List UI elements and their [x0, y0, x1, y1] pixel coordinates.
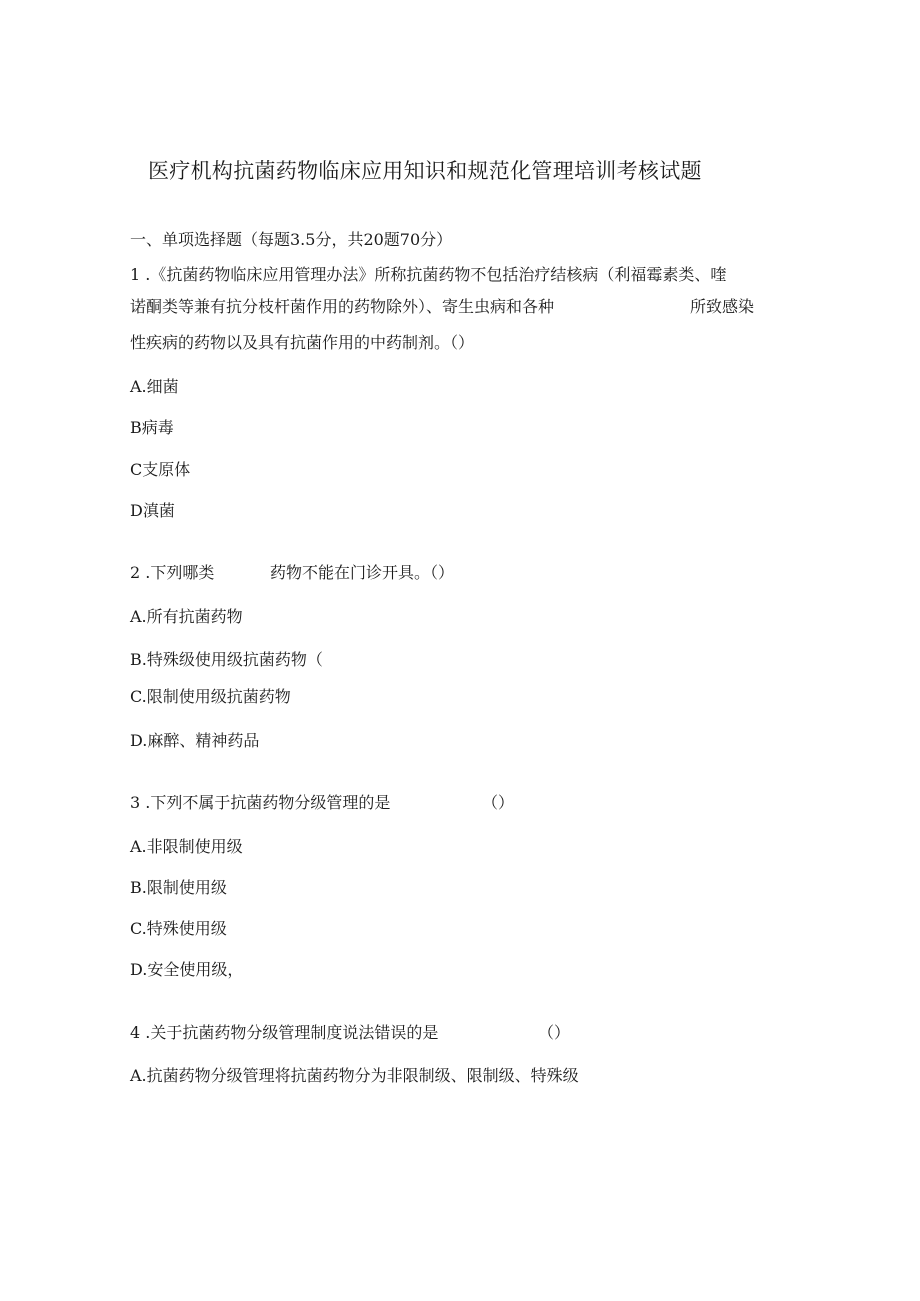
question-1-line-3: 性疾病的药物以及具有抗菌作用的中药制剂。（） — [130, 333, 475, 352]
question-1-line-1: 1 .《抗菌药物临床应用管理办法》所称抗菌药物不包括治疗结核病（利福霉素类、喹 — [130, 265, 727, 284]
question-3-stem: 3 .下列不属于抗菌药物分级管理的是 — [130, 793, 391, 812]
question-1-option-b: B病毒 — [130, 418, 174, 437]
question-3-option-c: C.特殊使用级 — [130, 919, 227, 938]
question-1-line-2: 诺酮类等兼有抗分枝杆菌作用的药物除外）、寄生虫病和各种 — [130, 297, 555, 316]
question-1-line-2-end: 所致感染 — [690, 297, 755, 316]
question-3-option-d: D.安全使用级， — [130, 960, 244, 979]
question-2-option-d: D.麻醉、精神药品 — [130, 731, 260, 750]
page-title: 医疗机构抗菌药物临床应用知识和规范化管理培训考核试题 — [148, 159, 702, 183]
question-3-option-b: B.限制使用级 — [130, 878, 227, 897]
question-3-stem-end: （） — [482, 793, 515, 812]
question-1-option-d: D滇菌 — [130, 501, 175, 520]
question-1-option-a: A.细菌 — [130, 377, 179, 396]
question-2-option-a: A.所有抗菌药物 — [130, 607, 243, 626]
question-2-option-c: C.限制使用级抗菌药物 — [130, 687, 291, 706]
question-2-option-b: B.特殊级使用级抗菌药物（ — [130, 650, 323, 669]
question-4-stem: 4 .关于抗菌药物分级管理制度说法错误的是 — [130, 1023, 439, 1042]
section-heading: 一、单项选择题（每题3.5分，共20题70分） — [130, 230, 453, 249]
question-3-option-a: A.非限制使用级 — [130, 837, 243, 856]
question-2-stem: 2 .下列哪类 — [130, 563, 215, 582]
question-1-option-c: C支原体 — [130, 460, 191, 479]
question-4-option-a: A.抗菌药物分级管理将抗菌药物分为非限制级、限制级、特殊级 — [130, 1066, 579, 1085]
question-2-stem-end: 药物不能在门诊开具。（） — [270, 563, 455, 582]
question-4-stem-end: （） — [538, 1023, 571, 1042]
